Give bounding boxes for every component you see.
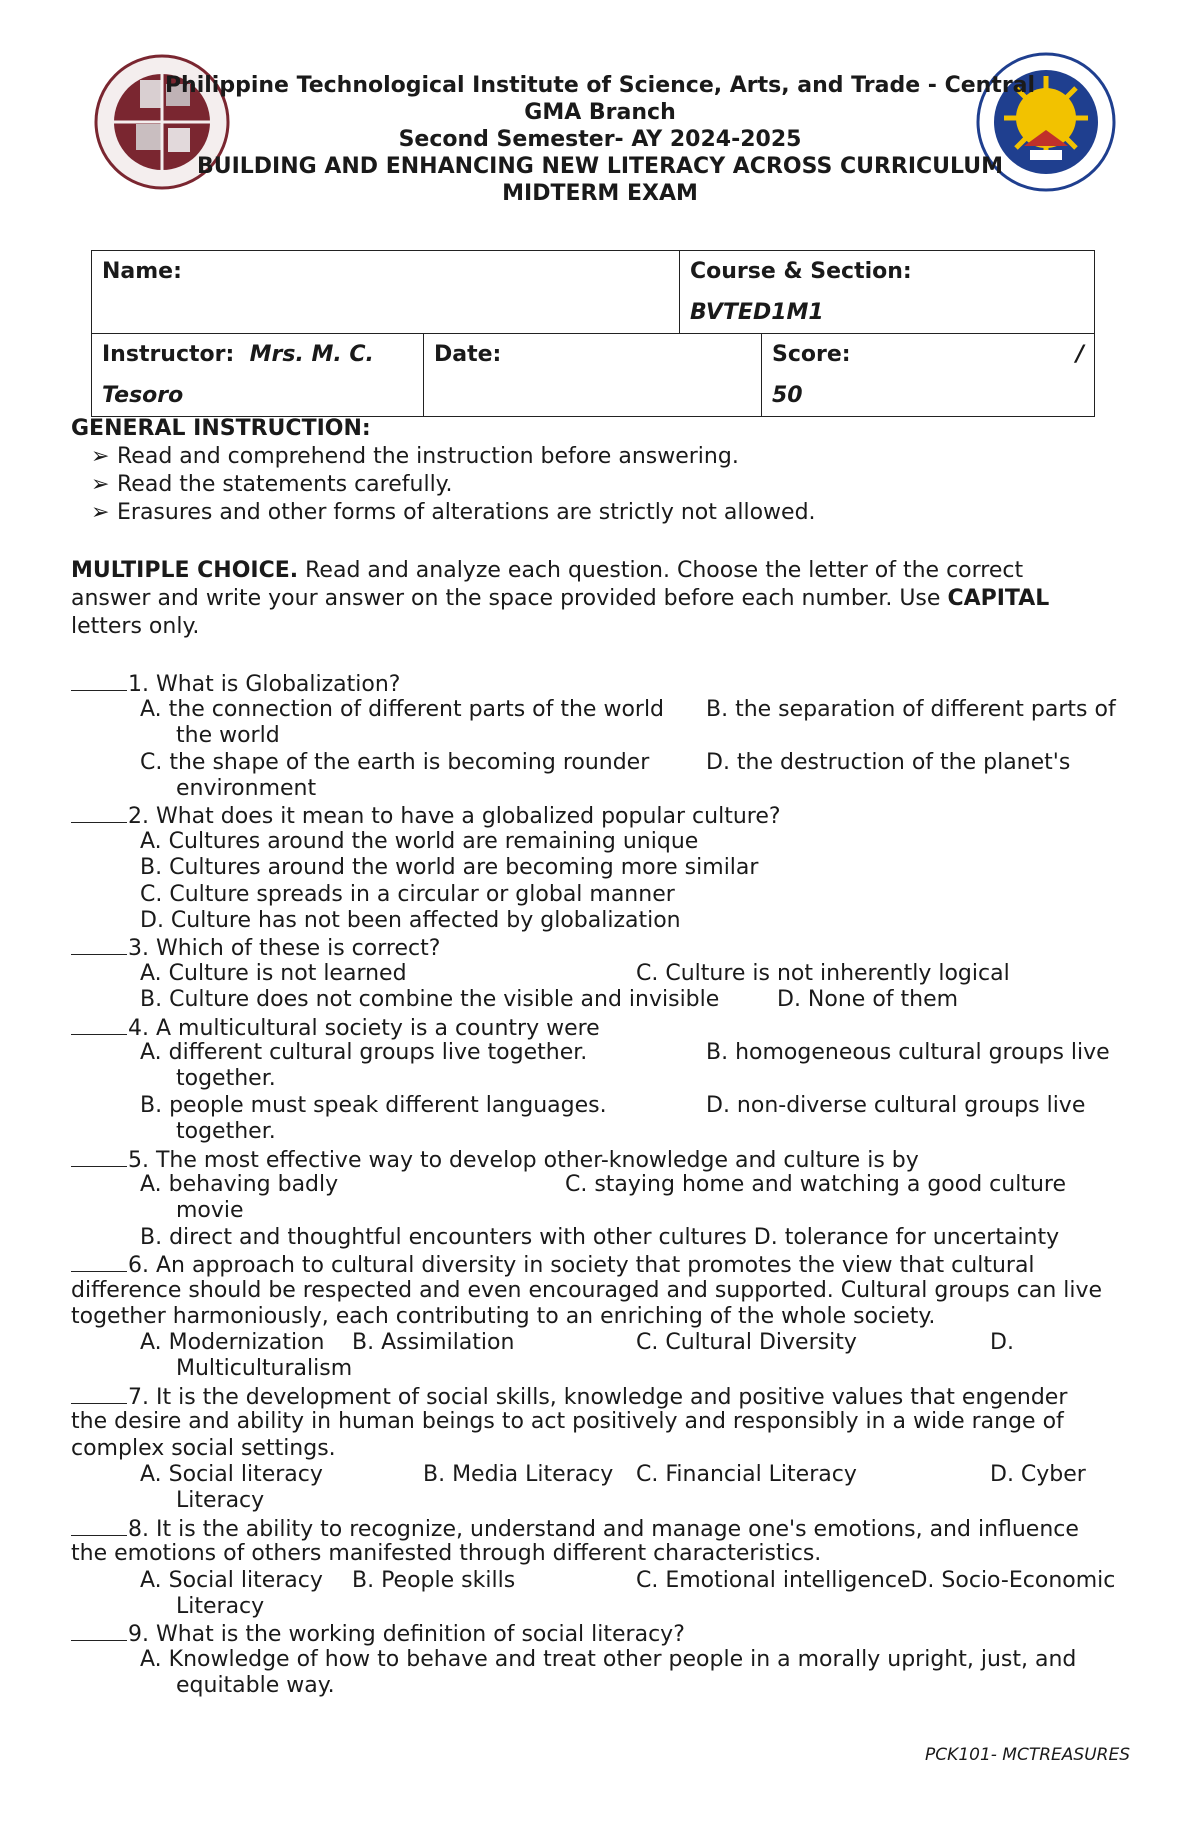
question-8: 8. It is the ability to recognize, understand and manage one's emotions, and influence [71, 1515, 1079, 1543]
answer-blank[interactable] [71, 670, 127, 691]
question-5: 5. The most effective way to develop other-knowledge and culture is by [71, 1146, 919, 1174]
q7-option-a: A. Social literacy [140, 1462, 323, 1487]
course-section-label: Course & Section: [690, 259, 912, 284]
course-section-value: BVTED1M1 [690, 300, 824, 325]
q5-option-b-d: B. direct and thoughtful encounters with other cultures D. tolerance for uncertainty [140, 1225, 1060, 1250]
q9-option-a-cont: equitable way. [176, 1673, 335, 1698]
q6-option-a: A. Modernization [140, 1330, 325, 1355]
q1-option-d-cont: environment [176, 776, 317, 801]
arrow-bullet-icon: ➢ [91, 500, 110, 525]
name-cell[interactable] [92, 251, 680, 334]
answer-blank[interactable] [71, 934, 127, 955]
score-cell[interactable] [762, 334, 1095, 417]
question-3: 3. Which of these is correct? [71, 934, 440, 962]
answer-blank[interactable] [71, 1620, 127, 1641]
q6-option-d-cont: Multiculturalism [176, 1356, 353, 1381]
student-info-table [91, 250, 1095, 417]
question-7-line2: the desire and ability in human beings to act positively and responsibly in a wide range of [71, 1409, 1064, 1434]
q4-option-b-cont: together. [176, 1066, 276, 1091]
q3-option-a: A. Culture is not learned [140, 961, 407, 986]
instructor-cell [92, 334, 424, 417]
question-2: 2. What does it mean to have a globalized popular culture? [71, 802, 781, 830]
institute-name: Philippine Technological Institute of Science, Arts, and Trade - Central [164, 73, 1036, 98]
question-6-line2: difference should be respected and even encouraged and supported. Cultural groups can live [71, 1278, 1103, 1303]
exam-title: MIDTERM EXAM [502, 181, 698, 206]
q8-option-c-d: C. Emotional intelligenceD. Socio-Economic [636, 1568, 1116, 1593]
score-slash: / [1075, 342, 1085, 367]
page-footer: PCK101- MCTREASURES [925, 1745, 1130, 1765]
q6-option-d: D. [990, 1330, 1014, 1355]
q1-option-a: A. the connection of different parts of the world [140, 697, 665, 722]
q6-option-c: C. Cultural Diversity [636, 1330, 857, 1355]
score-total: 50 [772, 383, 803, 408]
question-8-line2: the emotions of others manifested through different characteristics. [71, 1541, 822, 1566]
instructor-label: Instructor: [102, 342, 235, 367]
question-4: 4. A multicultural society is a country were [71, 1014, 600, 1042]
q8-option-b: B. People skills [352, 1568, 516, 1593]
q8-option-d-cont: Literacy [176, 1594, 265, 1619]
q7-option-d-cont: Literacy [176, 1488, 265, 1513]
semester-line: Second Semester- AY 2024-2025 [398, 127, 802, 152]
score-label: Score: [772, 342, 851, 367]
q3-option-c: C. Culture is not inherently logical [636, 961, 1010, 986]
answer-blank[interactable] [71, 1515, 127, 1536]
instruction-item: ➢ Read the statements carefully. [71, 472, 453, 498]
answer-blank[interactable] [71, 1146, 127, 1167]
q9-option-a: A. Knowledge of how to behave and treat other people in a morally upright, just, and [140, 1647, 1077, 1672]
question-6: 6. An approach to cultural diversity in society that promotes the view that cultural [71, 1251, 1035, 1279]
q2-option-d: D. Culture has not been affected by globalization [140, 908, 681, 933]
q5-option-c: C. staying home and watching a good culture [565, 1172, 1066, 1197]
date-cell[interactable] [424, 334, 762, 417]
q4-option-c: B. people must speak different languages. [140, 1093, 607, 1118]
q1-option-c: C. the shape of the earth is becoming rounder [140, 750, 650, 775]
branch-name: GMA Branch [524, 100, 676, 125]
q5-option-a: A. behaving badly [140, 1172, 339, 1197]
q3-option-b: B. Culture does not combine the visible and invisible [140, 987, 720, 1012]
answer-blank[interactable] [71, 802, 127, 823]
answer-blank[interactable] [71, 1014, 127, 1035]
course-section-cell [680, 251, 1095, 334]
q4-option-b: B. homogeneous cultural groups live [706, 1040, 1110, 1065]
course-title: BUILDING AND ENHANCING NEW LITERACY ACROSS CURRICULUM [196, 154, 1004, 179]
general-instruction-title: GENERAL INSTRUCTION: [71, 416, 371, 441]
instruction-item: ➢ Read and comprehend the instruction before answering. [71, 444, 739, 470]
mc-directions-line2: answer and write your answer on the space provided before each number. Use CAPITAL [71, 586, 1050, 611]
mc-directions-line3: letters only. [71, 614, 200, 639]
arrow-bullet-icon: ➢ [91, 444, 110, 469]
q7-option-d: D. Cyber [990, 1462, 1086, 1487]
instructor-value-2: Tesoro [102, 383, 184, 408]
q3-option-d: D. None of them [777, 987, 959, 1012]
question-6-line3: together harmoniously, each contributing to an enriching of the whole society. [71, 1304, 936, 1329]
date-label: Date: [434, 342, 502, 367]
question-1: 1. What is Globalization? [71, 670, 401, 698]
q2-option-b: B. Cultures around the world are becoming more similar [140, 855, 759, 880]
answer-blank[interactable] [71, 1383, 127, 1404]
q8-option-a: A. Social literacy [140, 1568, 323, 1593]
q5-option-c-cont: movie [176, 1198, 244, 1223]
question-9: 9. What is the working definition of social literacy? [71, 1620, 685, 1648]
q7-option-c: C. Financial Literacy [636, 1462, 857, 1487]
q4-option-a: A. different cultural groups live together. [140, 1040, 588, 1065]
q1-option-b-cont: the world [176, 723, 280, 748]
question-7-line3: complex social settings. [71, 1436, 336, 1461]
q6-option-b: B. Assimilation [352, 1330, 515, 1355]
instruction-item: ➢ Erasures and other forms of alterations are strictly not allowed. [71, 500, 816, 526]
arrow-bullet-icon: ➢ [91, 472, 110, 497]
q4-option-d-cont: together. [176, 1119, 276, 1144]
q4-option-d: D. non-diverse cultural groups live [706, 1093, 1086, 1118]
question-7: 7. It is the development of social skills, knowledge and positive values that engender [71, 1383, 1067, 1411]
q2-option-c: C. Culture spreads in a circular or global manner [140, 882, 675, 907]
name-label: Name: [102, 259, 182, 284]
q1-option-b: B. the separation of different parts of [706, 697, 1116, 722]
answer-blank[interactable] [71, 1251, 127, 1272]
mc-heading: MULTIPLE CHOICE. [71, 558, 299, 583]
q2-option-a: A. Cultures around the world are remaining unique [140, 829, 699, 854]
instructor-value: Mrs. M. C. [249, 342, 374, 367]
mc-directions-line1: MULTIPLE CHOICE. Read and analyze each question. Choose the letter of the correct [71, 558, 1024, 583]
q1-option-d: D. the destruction of the planet's [706, 750, 1071, 775]
q7-option-b: B. Media Literacy [423, 1462, 614, 1487]
